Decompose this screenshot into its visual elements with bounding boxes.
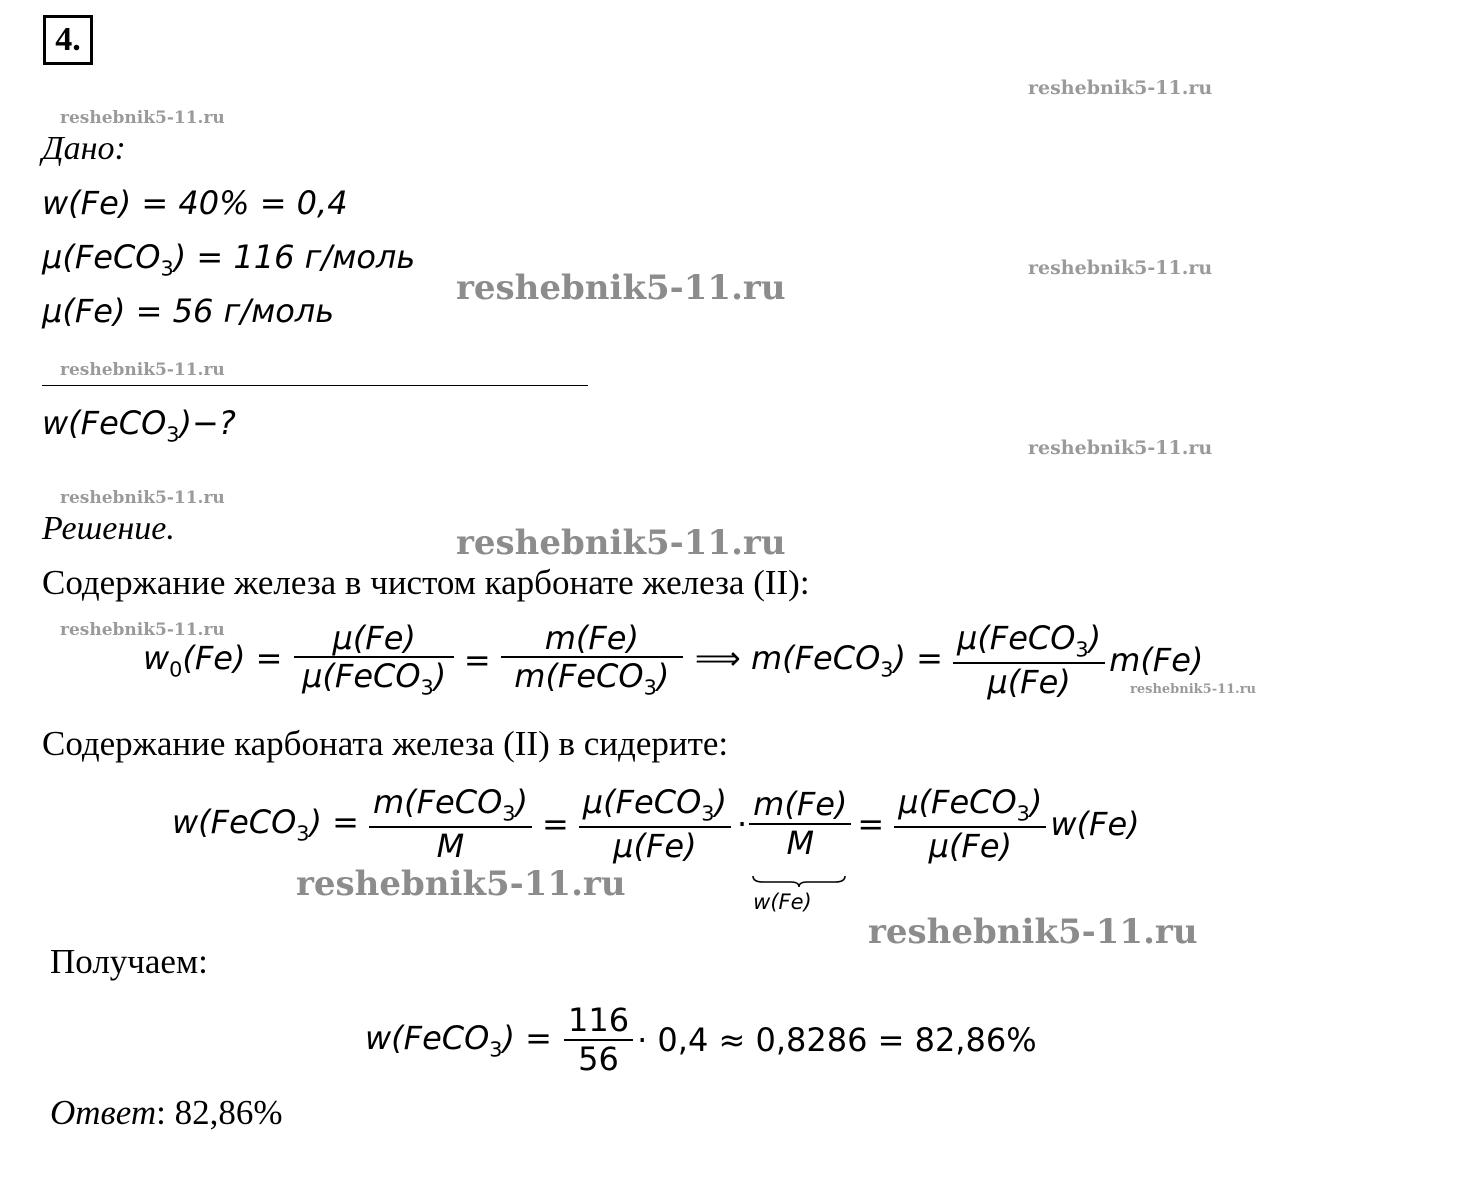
watermark: reshebnik5-11.ru — [60, 620, 225, 640]
underbrace-label: w(Fe) — [753, 890, 812, 915]
equation-2: w(FeCO$_3$) = $\frac{m(FeCO_3)}{M}$ = $\frac{\mu(FeCO_3)}{\mu(Fe)}$ · $\frac{m(Fe)}{M}$ w(Fe) = $\frac{\mu(FeCO_3)}{\mu(Fe)}$ w(Fe) — [172, 782, 1140, 915]
underbrace — [751, 874, 847, 888]
given-line-3: μ(Fe) = 56 г/моль — [42, 292, 335, 330]
text-carbonate-content: Содержание карбоната железа (II) в сидерите: — [42, 724, 729, 763]
watermark: reshebnik5-11.ru — [60, 360, 225, 380]
given-label: Дано: — [42, 130, 126, 167]
given-line-2: μ(FeCO$_3$) = 116 г/моль — [42, 238, 416, 281]
watermark: reshebnik5-11.ru — [1130, 682, 1257, 697]
find-line: w(FeCO$_3$)−? — [42, 404, 236, 447]
answer-label: Ответ — [50, 1093, 157, 1132]
watermark: reshebnik5-11.ru — [296, 864, 626, 904]
watermark: reshebnik5-11.ru — [60, 488, 225, 508]
watermark: reshebnik5-11.ru — [456, 268, 786, 308]
given-line-1: w(Fe) = 40% = 0,4 — [42, 184, 348, 222]
answer — [50, 1093, 282, 1133]
solution-label: Решение. — [42, 510, 175, 547]
equation-3: w(FeCO$_3$) = $\frac{116}{56}$ · 0,4 ≈ 0,8286 = 82,86% — [365, 1001, 1037, 1078]
watermark: reshebnik5-11.ru — [60, 108, 225, 128]
watermark: reshebnik5-11.ru — [456, 523, 786, 563]
problem-number: 4. — [43, 15, 93, 65]
watermark: reshebnik5-11.ru — [1028, 77, 1213, 99]
text-we-get: Получаем: — [50, 942, 208, 981]
answer-value: : 82,86% — [156, 1093, 283, 1132]
watermark: reshebnik5-11.ru — [1028, 257, 1213, 279]
equation-1: $w_0(Fe)$ = $\frac{\mu(Fe)}{\mu(FeCO_3)}$ = $\frac{m(Fe)}{m(FeCO_3)}$ ⟹ m(FeCO$_3$) = $\frac{\mu(FeCO_3)}{\mu(Fe)}$ m(Fe) — [143, 618, 1204, 701]
watermark: reshebnik5-11.ru — [868, 912, 1198, 952]
watermark: reshebnik5-11.ru — [1028, 437, 1213, 459]
divider — [42, 385, 588, 386]
text-iron-content: Содержание железа в чистом карбонате железа (II): — [42, 563, 810, 602]
